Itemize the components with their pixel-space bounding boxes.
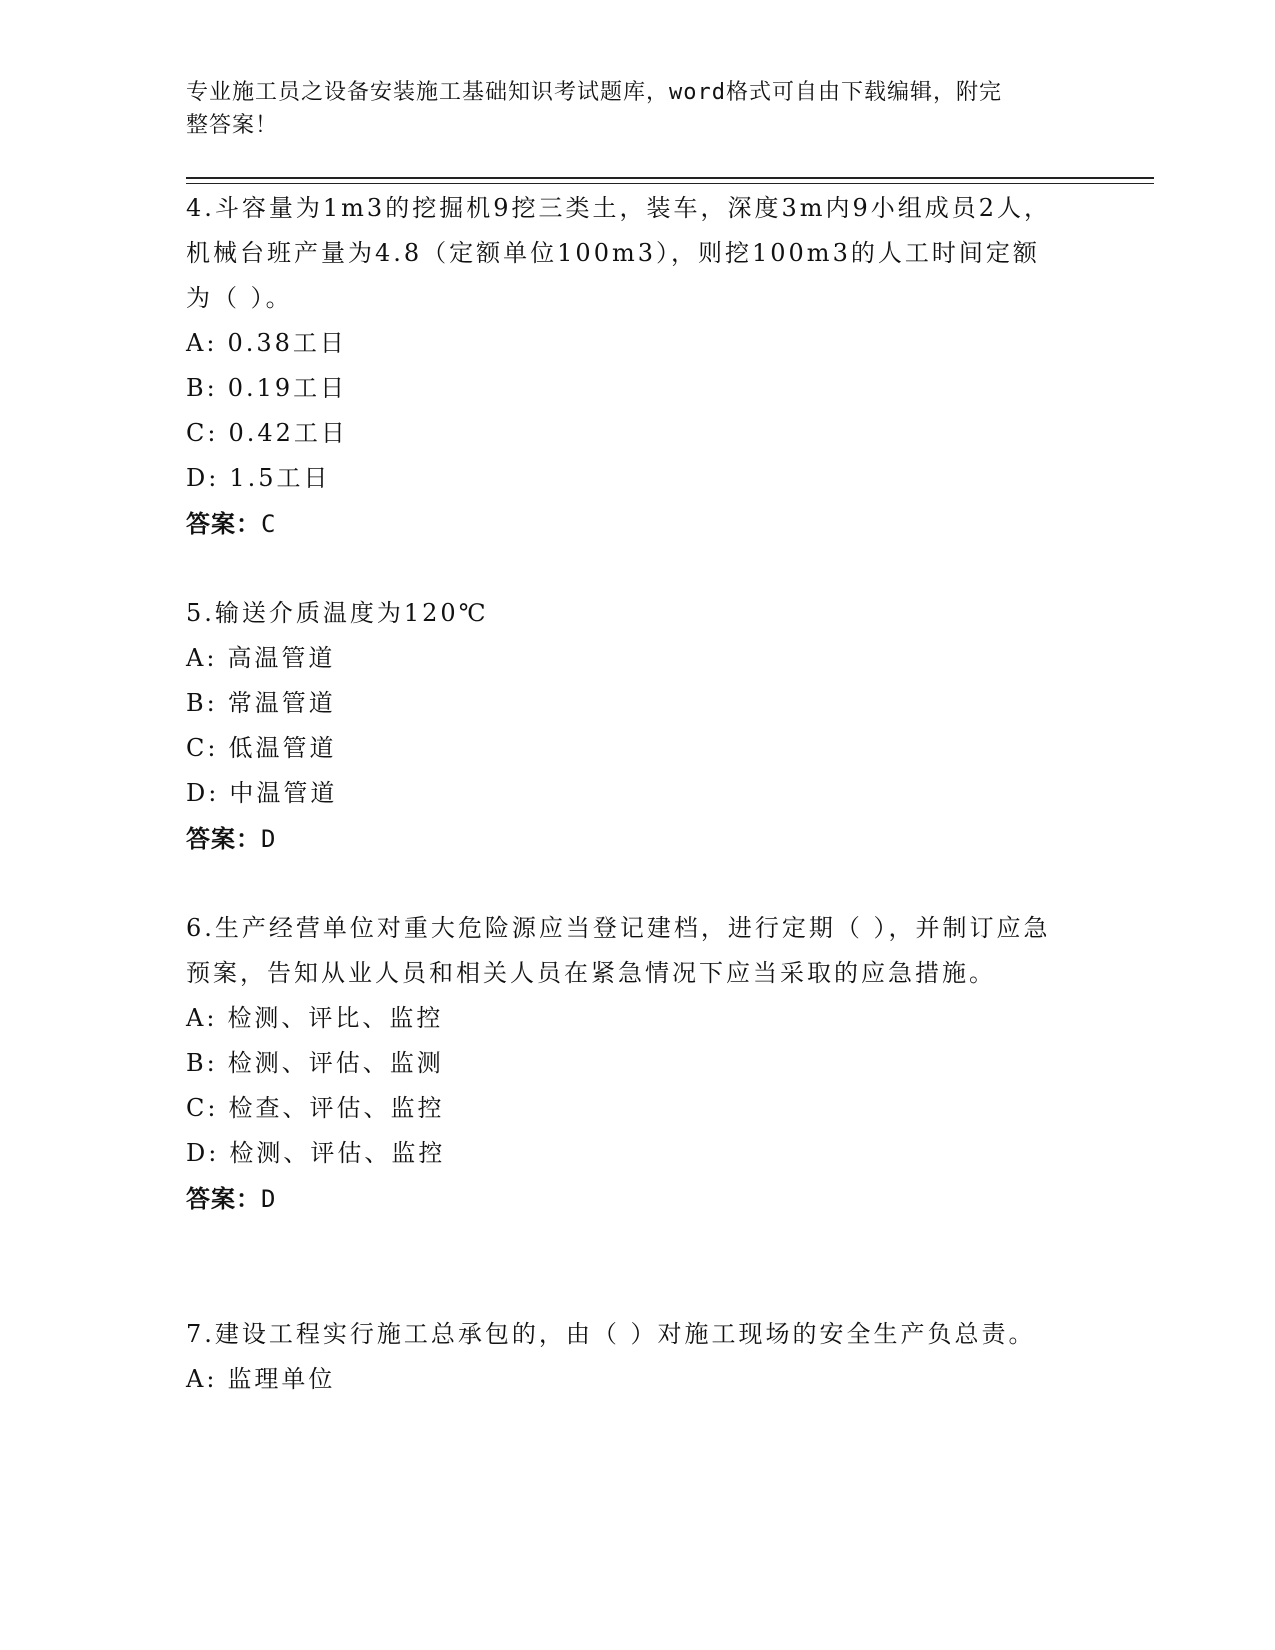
header-line-2: 整答案！	[186, 113, 279, 138]
option-a: A: 高温管道	[186, 644, 336, 672]
option-text: 低温管道	[228, 734, 337, 762]
option-b: B: 检测、评估、监测	[186, 1049, 444, 1077]
question-text: 6.生产经营单位对重大危险源应当登记建档，进行定期（ ），并制订应急预案，告知从业人员和相关人员在紧急情况下应当采取的应急措施。	[186, 914, 1051, 987]
option-b: B: 0.19工日	[186, 374, 348, 402]
option-letter: C	[186, 734, 208, 762]
question-7	[186, 1312, 1066, 1402]
option-letter: D	[186, 464, 209, 492]
option-letter: C	[186, 419, 208, 447]
option-text: 检测、评估、监控	[229, 1139, 446, 1167]
option-letter: D	[186, 779, 209, 807]
option-text: 1.5工日	[229, 464, 331, 492]
answer-value: D	[261, 1185, 277, 1213]
header-line-1: 专业施工员之设备安装施工基础知识考试题库，word格式可自由下载编辑，附完	[186, 80, 1002, 105]
answer-label: 答案：	[186, 1185, 261, 1213]
option-letter: A	[186, 1365, 207, 1393]
option-text: 检测、评比、监控	[227, 1004, 444, 1032]
question-text: 7.建设工程实行施工总承包的，由（ ）对施工现场的安全生产负总责。	[186, 1320, 1036, 1348]
option-d: D: 1.5工日	[186, 464, 331, 492]
option-text: 0.42工日	[228, 419, 348, 447]
option-letter: D	[186, 1139, 209, 1167]
option-b: B: 常温管道	[186, 689, 336, 717]
option-d: D: 中温管道	[186, 779, 338, 807]
header-divider-thin	[186, 183, 1154, 184]
option-text: 常温管道	[227, 689, 336, 717]
option-text: 中温管道	[229, 779, 338, 807]
option-text: 0.19工日	[227, 374, 348, 402]
option-a: A: 检测、评比、监控	[186, 1004, 444, 1032]
question-4	[186, 186, 1066, 547]
question-5	[186, 591, 1066, 862]
answer-label: 答案：	[186, 825, 261, 853]
answer-value: D	[261, 825, 277, 853]
option-letter: A	[186, 329, 207, 357]
answer-line	[186, 501, 1066, 547]
answer-line	[186, 1176, 1066, 1222]
option-letter: B	[186, 1049, 207, 1077]
option-c: C: 低温管道	[186, 734, 337, 762]
option-text: 0.38工日	[227, 329, 347, 357]
option-letter: A	[186, 644, 207, 672]
option-a: A: 监理单位	[186, 1365, 336, 1393]
document-header	[186, 76, 1056, 142]
option-letter: B	[186, 374, 207, 402]
question-text: 4.斗容量为1m3的挖掘机9挖三类土，装车，深度3m内9小组成员2人，机械台班产量为4.8（定额单位100m3），则挖100m3的人工时间定额为（ ）。	[186, 194, 1052, 312]
option-letter: A	[186, 1004, 207, 1032]
option-letter: B	[186, 689, 207, 717]
answer-line	[186, 816, 1066, 862]
option-c: C: 检查、评估、监控	[186, 1094, 445, 1122]
option-text: 监理单位	[227, 1365, 336, 1393]
answer-value: C	[261, 510, 277, 538]
option-a: A: 0.38工日	[186, 329, 347, 357]
option-text: 高温管道	[227, 644, 336, 672]
option-text: 检查、评估、监控	[228, 1094, 445, 1122]
header-divider-thick	[186, 177, 1154, 179]
question-6	[186, 906, 1066, 1222]
option-c: C: 0.42工日	[186, 419, 348, 447]
answer-label: 答案：	[186, 510, 261, 538]
option-d: D: 检测、评估、监控	[186, 1139, 446, 1167]
option-text: 检测、评估、监测	[227, 1049, 444, 1077]
question-text: 5.输送介质温度为120℃	[186, 599, 489, 627]
option-letter: C	[186, 1094, 208, 1122]
